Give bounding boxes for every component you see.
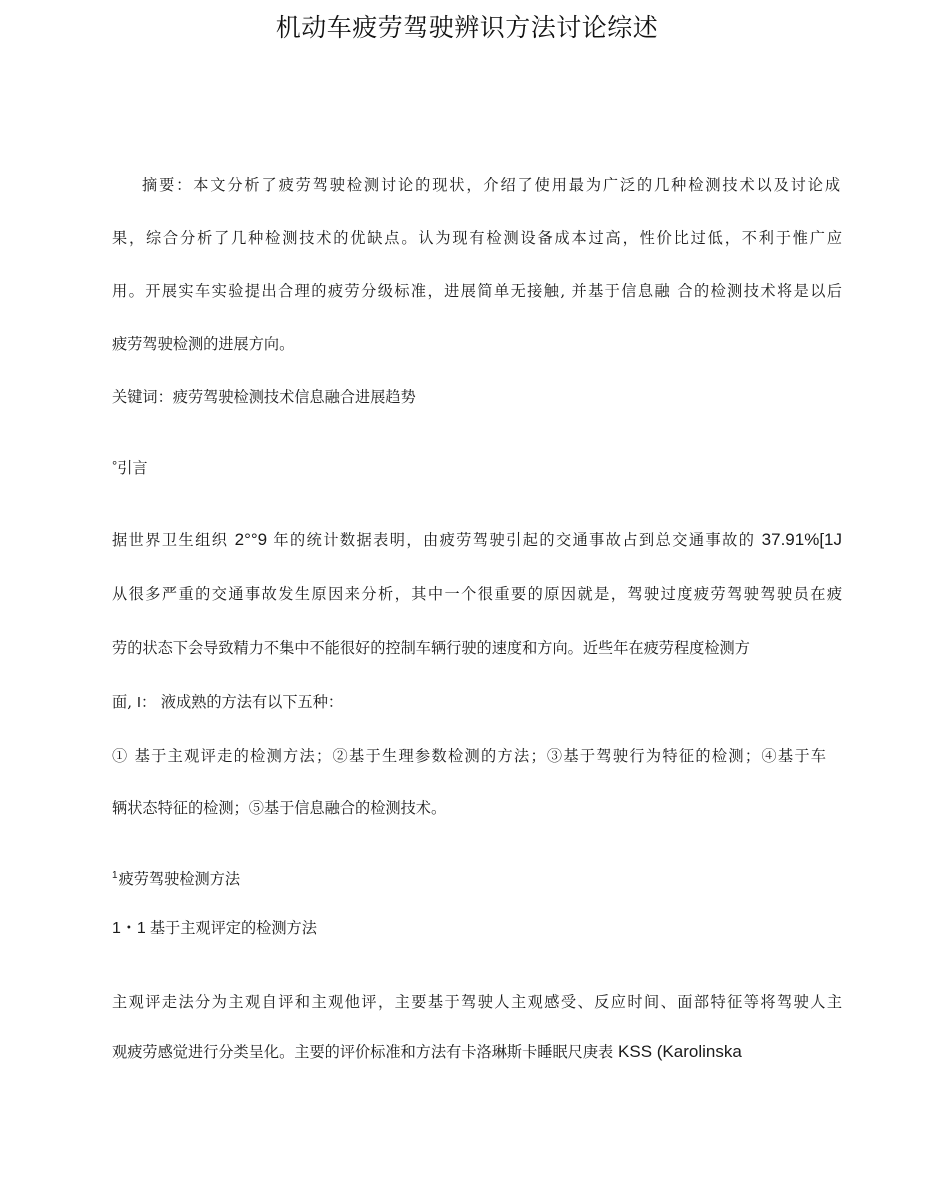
section-title: 疲劳驾驶检测方法 [118,870,241,888]
document-title: 机动车疲劳驾驶辨识方法讨论综述 [275,13,659,42]
body-line-2 [112,1042,842,1062]
section-number: 1 [112,870,118,881]
intro-line-3: 劳的状态下会导致精力不集中不能很好的控制车辆行驶的速度和方向。近些年在疲劳程度检测方 [112,639,750,657]
abstract-line-3: 用。开展实车实验提出合理的疲劳分级标准，进展简单无接触, 并基于信息融 合的检测技术将是以后 [112,282,842,300]
intro-line-4 [112,692,842,713]
intro-line-1 [112,530,842,550]
intro-text: 据世界卫生组织 [112,531,235,549]
section-heading-intro [112,456,842,478]
intro-line-6: 辆状态特征的检测；⑤基于信息融合的检测技术。 [112,799,447,817]
intro-text: 年的统计数据表明，由疲劳驾驶引起的交通事故占到总交通事故的 [267,531,762,549]
intro-line-2: 从很多严重的交通事故发生原因来分析，其中一个很重要的原因就是，驾驶过度疲劳驾驶驾驶员在疲 [112,585,842,603]
body-text: 观疲劳感觉进行分类呈化。主要的评价标准和方法有卡洛琳斯卡睡眠尺庚表 [112,1043,619,1061]
abstract-line-2: 果，综合分析了几种检测技术的优缺点。认为现有检测设备成本过高，性价比过低，不利于惟广应 [112,229,842,247]
section-number: 1・1 [112,920,146,937]
body-text: KSS (Karolinska [618,1042,742,1061]
abstract-line-1: 摘要：本文分析了疲劳驾驶检测讨论的现状，介绍了使用最为广泛的几种检测技术以及讨论成 [142,176,840,194]
intro-year: 2°°9 [234,530,268,549]
keywords: 关键词：疲劳驾驶检测技术信息融合进展趋势 [112,388,416,406]
intro-percentage: 37.91%[1J [761,530,842,549]
intro-text: I： [136,694,157,711]
section-heading-1 [112,866,842,889]
abstract-line-4: 疲劳驾驶检测的进展方向。 [112,335,295,353]
intro-text: 面, [112,693,137,711]
intro-line-5: ① 基于主观评走的检测方法；②基于生理参数检测的方法；③基于驾驶行为特征的检测；④基于车 [112,747,826,765]
intro-text: 液成熟的方法有以下五种： [156,693,344,711]
section-number: ° [112,458,118,473]
section-title: 基于主观评定的检测方法 [149,919,317,937]
section-title: 引言 [117,459,148,477]
section-heading-1-1 [112,918,842,939]
body-line-1: 主观评走法分为主观自评和主观他评，主要基于驾驶人主观感受、反应时间、面部特征等将驾驶人主 [112,993,842,1011]
